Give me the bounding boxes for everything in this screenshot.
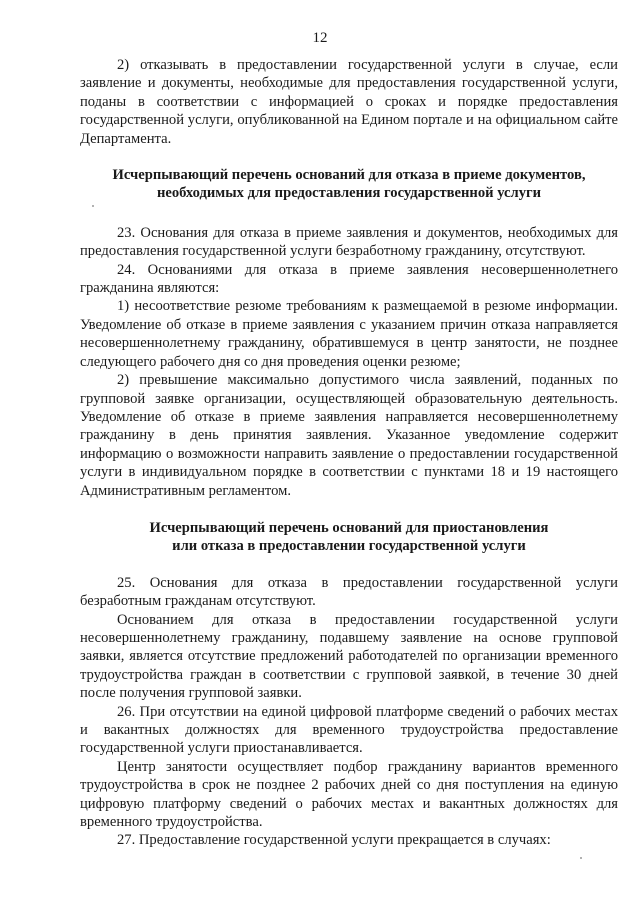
heading-line: Исчерпывающий перечень оснований для отказа в приеме документов,: [112, 167, 586, 184]
page-number: 12: [312, 30, 328, 46]
heading-line: или отказа в предоставлении государственной услуги: [172, 538, 526, 555]
heading-line: Исчерпывающий перечень оснований для приостановления: [149, 519, 549, 536]
paragraph-24: 24. Основаниями для отказа в приеме заявления несовершеннолетнего гражданина являются:: [80, 261, 618, 297]
paragraph-25-b: Основанием для отказа в предоставлении государственной услуги несовершеннолетнему гражданину, подавшему заявление на основе групповой заявки, является отсутствие предложений работодателей по организации временного трудоустройства граждан в соответствии с групповой заявкой, в течение 30 дней после получения групповой заявки.: [80, 611, 618, 702]
paragraph-24-item-1: 1) несоответствие резюме требованиям к размещаемой в резюме информации. Уведомление об отказе в приеме заявления с указанием причин отказа направляется несовершеннолетнему гражданину, обратившемуся в центр занятости, не позднее следующего рабочего дня со дня проведения оценки резюме;: [80, 298, 618, 370]
scan-speck: [580, 857, 582, 859]
document-body: [80, 56, 618, 850]
paragraph-26-b: Центр занятости осуществляет подбор гражданину вариантов временного трудоустройства в срок не позднее 2 рабочих дней со дня поступления на единую цифровую платформу сведений о рабочих местах и вакантных должностях для временного трудоустройства.: [80, 758, 618, 831]
paragraph-24-item-2: 2) превышение максимально допустимого числа заявлений, поданных по групповой заявке организации, осуществляющей образовательную деятельность. Уведомление об отказе в приеме заявления направляется несовершеннолетнему гражданину в день принятия заявления. Указанное уведомление содержит информацию о возможности направить заявление о предоставлении государственной услуги в индивидуальном порядке в соответствии с пунктами 18 и 19 настоящего Административным регламентом.: [80, 372, 618, 499]
heading-line: необходимых для предоставления государственной услуги: [156, 185, 542, 202]
paragraph-27: 27. Предоставление государственной услуги прекращается в случаях:: [117, 832, 551, 849]
paragraph-25: 25. Основания для отказа в предоставлении государственной услуги безработным гражданам отсутствуют.: [80, 574, 618, 610]
paragraph-intro: 2) отказывать в предоставлении государственной услуги в случае, если заявление и документы, необходимые для предоставления государственной услуги, поданы в соответствии с информацией о сроках и порядке предоставления государственной услуги, опубликованной на Едином портале и на официальном сайте Департамента.: [80, 57, 618, 147]
paragraph-26: 26. При отсутствии на единой цифровой платформе сведений о рабочих местах и вакантных должностях для временного трудоустройства предоставление государственной услуги приостанавливается.: [80, 703, 618, 757]
section-heading-suspension: [80, 519, 618, 556]
paragraph-23: 23. Основания для отказа в приеме заявления и документов, необходимых для предоставления государственной услуги безработному гражданину, отсутствуют.: [80, 224, 618, 260]
section-heading-refusal-documents: [80, 166, 618, 203]
